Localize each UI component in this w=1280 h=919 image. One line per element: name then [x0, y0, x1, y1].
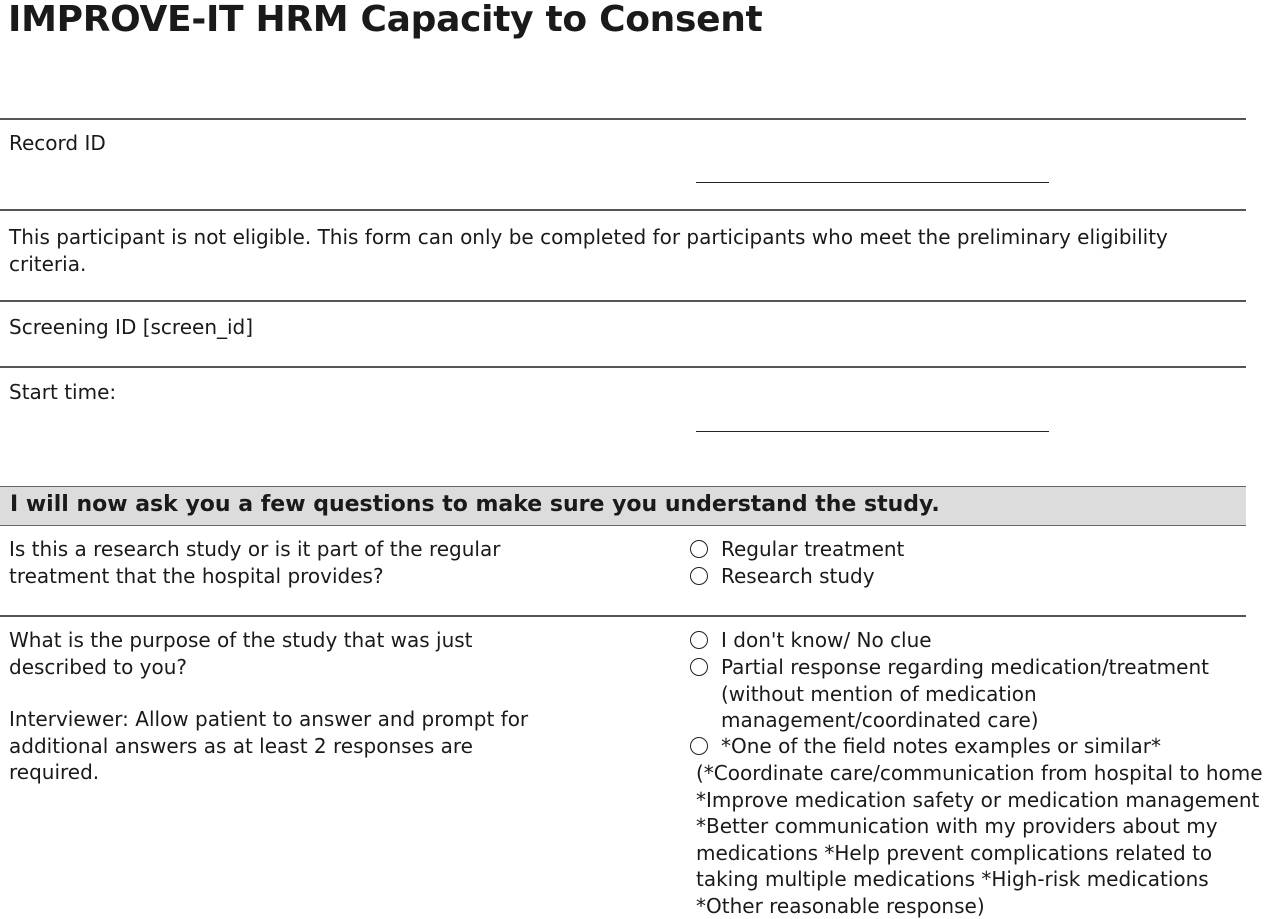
option-label: I don't know/ No clue	[721, 628, 932, 652]
option-label: Research study	[721, 564, 875, 588]
option-label: *One of the field notes examples or similar*	[721, 734, 1161, 758]
divider	[0, 209, 1246, 211]
start-time-label: Start time:	[9, 380, 117, 404]
eligibility-notice: This participant is not eligible. This form can only be completed for participants who meet the preliminary eligibility criteria.	[9, 225, 1168, 276]
record-id-label: Record ID	[9, 131, 106, 155]
radio-button[interactable]	[690, 540, 708, 558]
form-title: IMPROVE-IT HRM Capacity to Consent	[8, 0, 763, 40]
radio-button[interactable]	[690, 631, 708, 649]
q2-question: What is the purpose of the study that was just described to you?	[9, 628, 473, 679]
q2-field-notes: (*Coordinate care/communication from hospital to home *Improve medication safety or medication management *Better communication with my providers about my medications *Help prevent complications related to taking multiple medications *High-risk medications *Other reasonable response)	[696, 761, 1263, 918]
start-time-field[interactable]	[696, 431, 1049, 432]
section-header-text: I will now ask you a few questions to make sure you understand the study.	[10, 492, 940, 517]
record-id-field[interactable]	[696, 182, 1049, 183]
radio-button[interactable]	[690, 658, 708, 676]
divider	[0, 366, 1246, 368]
section-header	[0, 486, 1246, 526]
q2-interviewer-note: Interviewer: Allow patient to answer and prompt for additional answers as at least 2 responses are required.	[9, 707, 529, 784]
divider	[0, 300, 1246, 302]
radio-button[interactable]	[690, 567, 708, 585]
radio-button[interactable]	[690, 737, 708, 755]
screening-id-label: Screening ID [screen_id]	[9, 315, 254, 339]
divider	[0, 615, 1246, 617]
option-label: Regular treatment	[721, 537, 905, 561]
divider	[0, 118, 1246, 120]
option-label: Partial response regarding medication/treatment (without mention of medication management/coordinated care)	[721, 655, 1209, 732]
q1-question: Is this a research study or is it part of the regular treatment that the hospital provides?	[9, 537, 501, 588]
